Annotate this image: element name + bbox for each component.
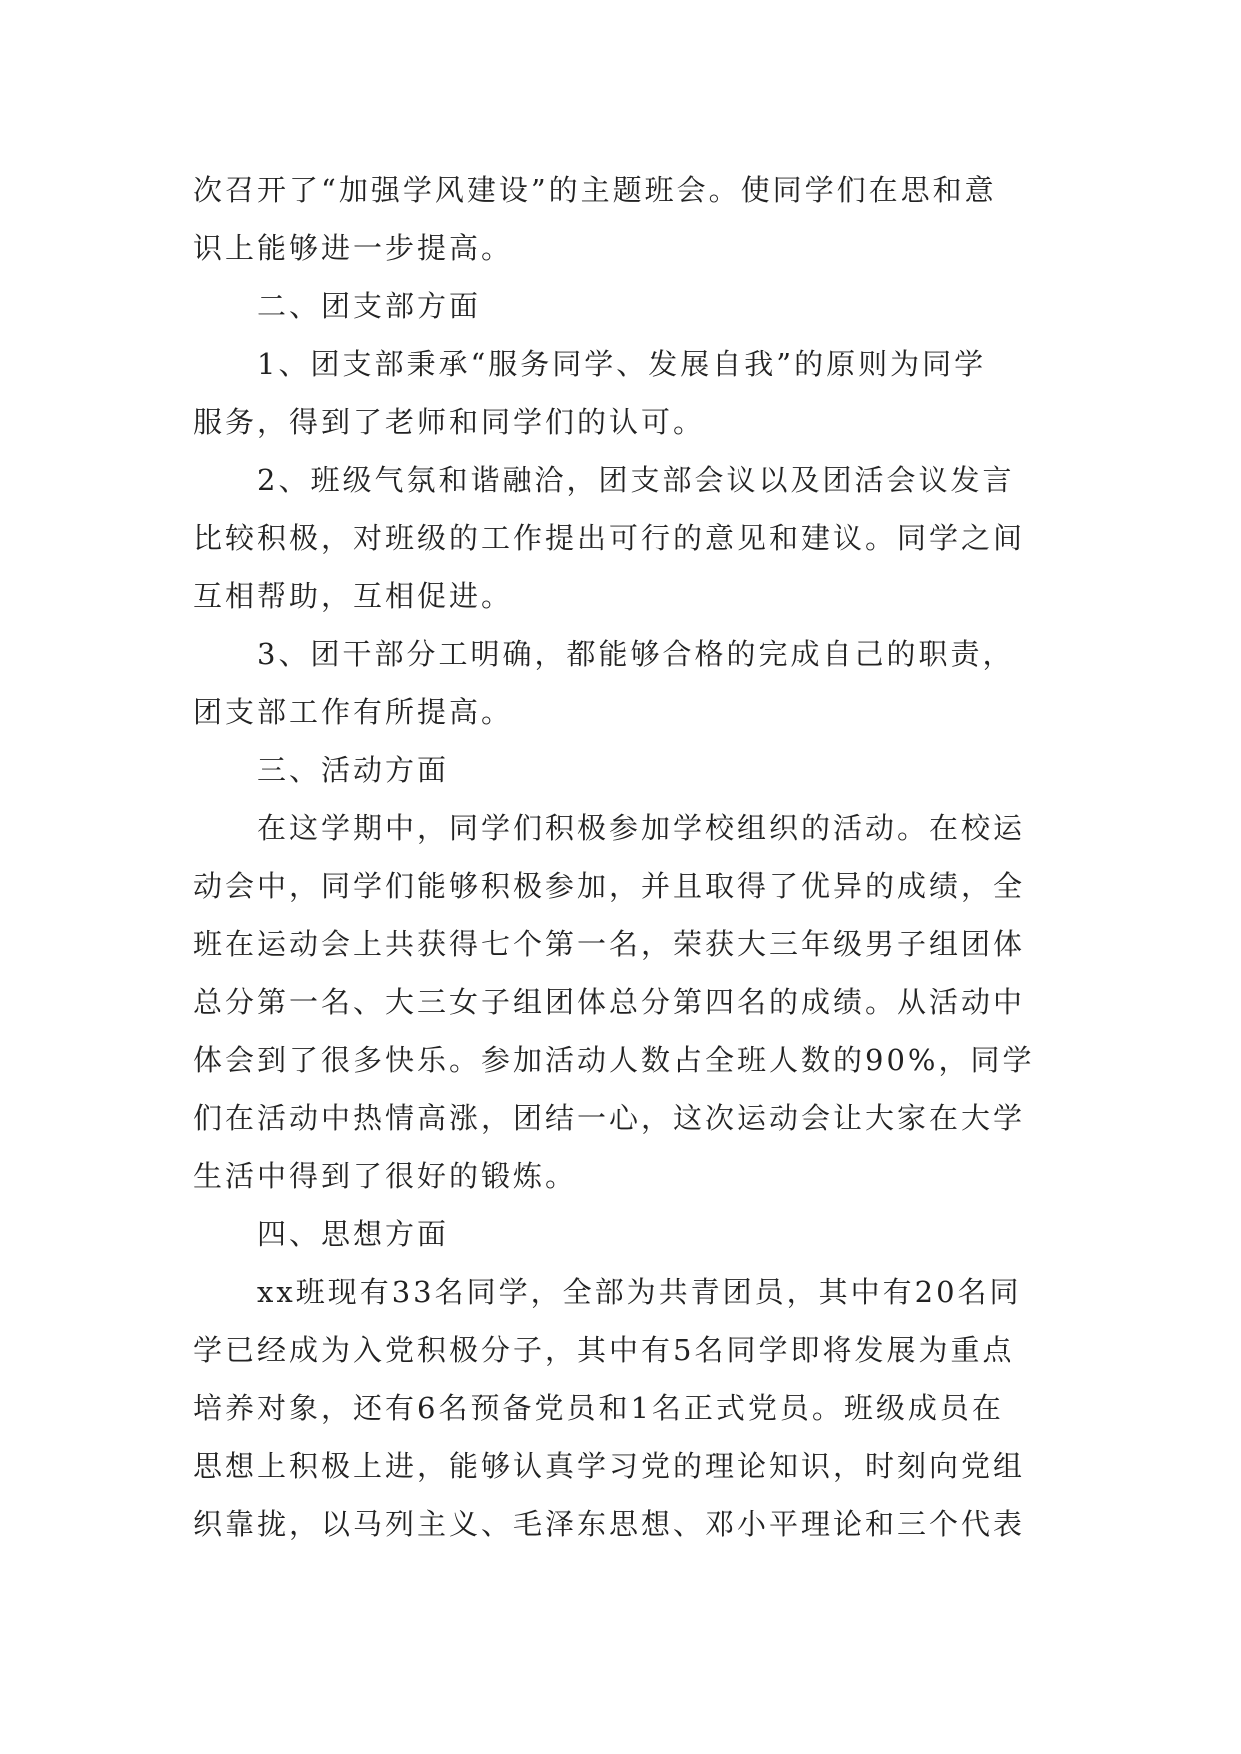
paragraph-item-1 [193,335,1053,451]
paragraph-continuation [193,161,1053,277]
text-line: 培养对象，还有6名预备党员和1名正式党员。班级成员在 [193,1391,1004,1425]
text-line: 织靠拢，以马列主义、毛泽东思想、邓小平理论和三个代表 [193,1507,1026,1541]
text-line: 生活中得到了很好的锻炼。 [193,1159,578,1193]
text-line: 2、班级气氛和谐融洽，团支部会议以及团活会议发言 [257,463,1015,497]
text-line: 次召开了“加强学风建设”的主题班会。使同学们在思和意 [193,173,997,207]
paragraph-item-2 [193,451,1053,625]
section-heading-ideology [193,1205,1053,1263]
section-heading: 四、思想方面 [257,1217,450,1251]
text-line: 服务，得到了老师和同学们的认可。 [193,405,706,439]
section-heading: 三、活动方面 [257,753,450,787]
text-line: 1、团支部秉承“服务同学、发展自我”的原则为同学 [257,347,987,381]
text-line: 在这学期中，同学们积极参加学校组织的活动。在校运 [257,811,1026,845]
text-line: 思想上积极上进，能够认真学习党的理论知识，时刻向党组 [193,1449,1026,1483]
text-line: 3、团干部分工明确，都能够合格的完成自己的职责， [257,637,1015,671]
section-heading-league-branch [193,277,1053,335]
text-line: 学已经成为入党积极分子，其中有5名同学即将发展为重点 [193,1333,1015,1367]
paragraph-activities [193,799,1053,1205]
text-line: 互相帮助，互相促进。 [193,579,514,613]
section-heading-activities [193,741,1053,799]
text-line: 比较积极，对班级的工作提出可行的意见和建议。同学之间 [193,521,1026,555]
paragraph-ideology [193,1263,1053,1553]
text-line: 总分第一名、大三女子组团体总分第四名的成绩。从活动中 [193,985,1026,1019]
document-page [193,161,1053,1553]
text-line: 动会中，同学们能够积极参加，并且取得了优异的成绩，全 [193,869,1026,903]
paragraph-item-3 [193,625,1053,741]
text-line: 团支部工作有所提高。 [193,695,514,729]
text-line: 体会到了很多快乐。参加活动人数占全班人数的90%，同学 [193,1043,1035,1077]
text-line: 们在活动中热情高涨，团结一心，这次运动会让大家在大学 [193,1101,1026,1135]
text-line: 班在运动会上共获得七个第一名，荣获大三年级男子组团体 [193,927,1026,961]
section-heading: 二、团支部方面 [257,289,482,323]
text-line: xx班现有33名同学，全部为共青团员，其中有20名同 [257,1275,1022,1309]
text-line: 识上能够进一步提高。 [193,231,514,265]
